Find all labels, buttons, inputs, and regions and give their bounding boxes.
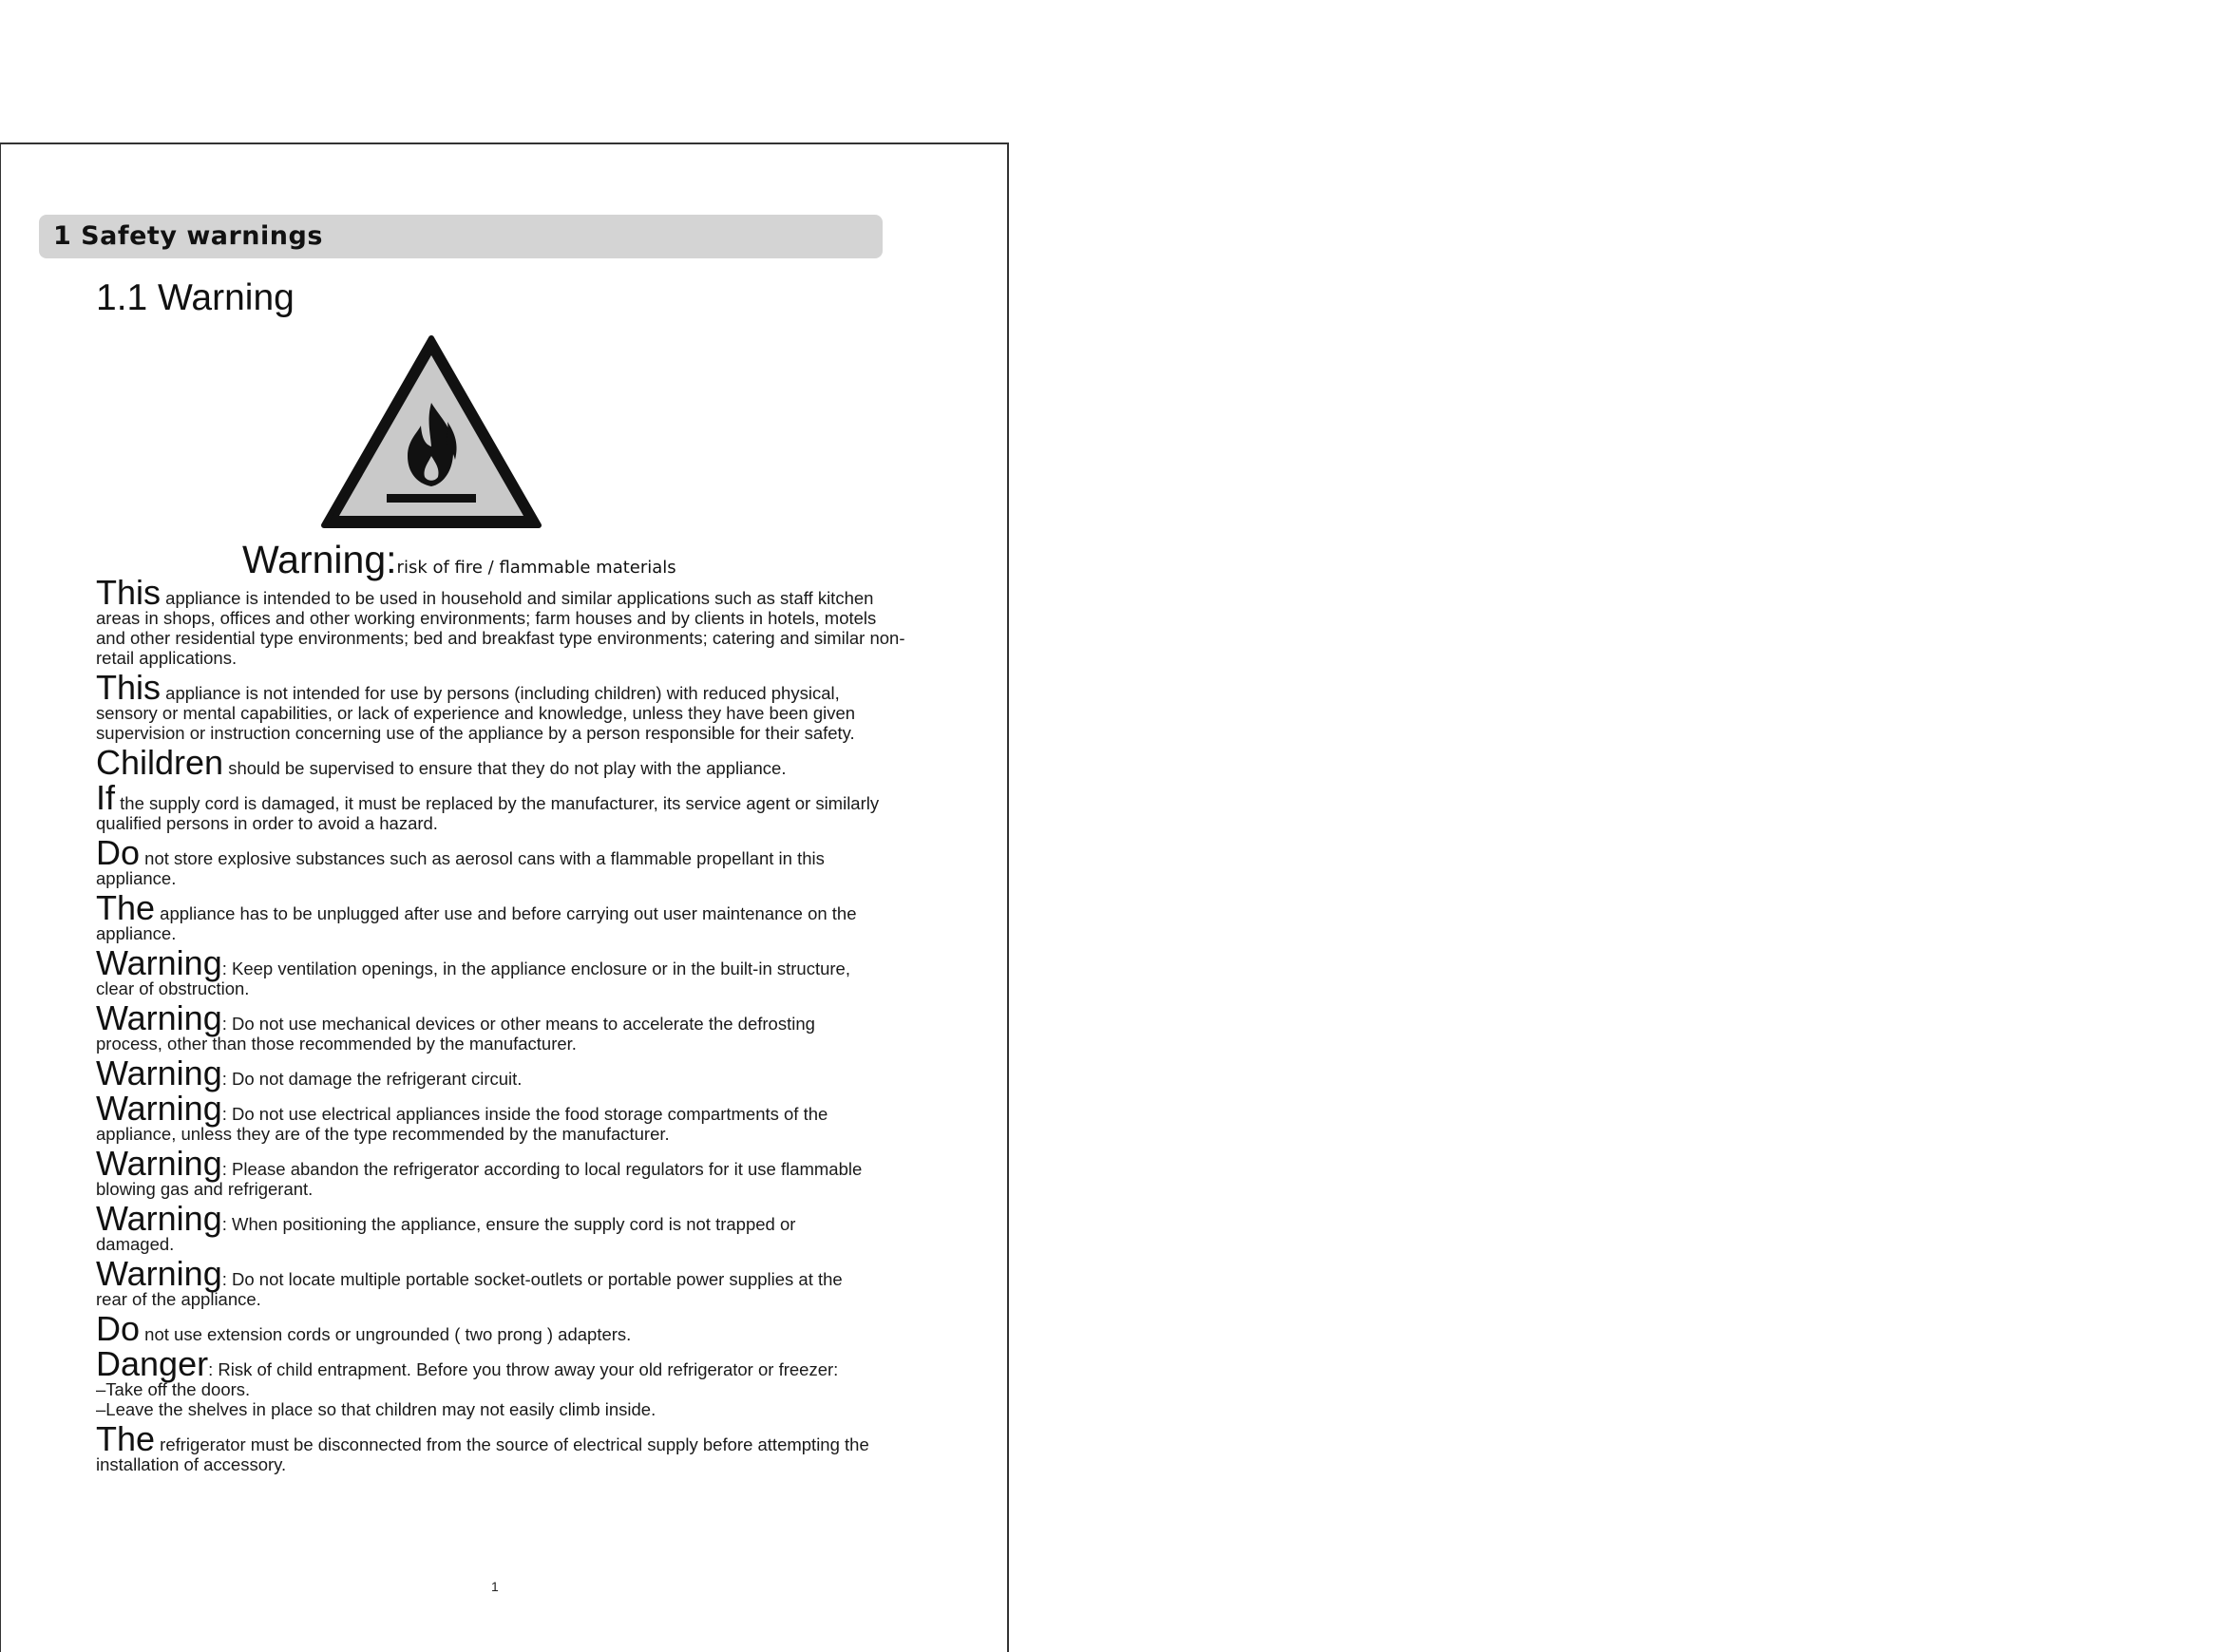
paragraph-line — [96, 668, 923, 707]
paragraph-text: appliance is not intended for use by persons (including children) with reduced physical, — [161, 683, 840, 703]
paragraph-text: not store explosive substances such as aerosol cans with a flammable propellant in this — [140, 848, 825, 868]
paragraph-line: –Leave the shelves in place so that children may not easily climb inside. — [96, 1399, 656, 1419]
safety-paragraph — [96, 833, 923, 888]
paragraph-lead-word: Warning — [96, 943, 222, 982]
safety-paragraph — [96, 1054, 923, 1092]
section-title: 1 Safety warnings — [53, 221, 323, 251]
paragraph-lead-word: Do — [96, 1309, 141, 1348]
safety-paragraph — [96, 1144, 923, 1199]
paragraph-lead-word: Warning — [96, 1054, 222, 1092]
paragraph-line: sensory or mental capabilities, or lack of experience and knowledge, unless they have been given — [96, 703, 856, 723]
paragraph-line: areas in shops, offices and other working environments; farm houses and by clients in hotels, motels — [96, 608, 877, 628]
sign-caption — [242, 538, 676, 582]
safety-paragraph — [96, 943, 923, 998]
paragraph-line — [96, 1089, 923, 1128]
safety-paragraph — [96, 1089, 923, 1144]
paragraph-text: : Do not use electrical appliances inside the food storage compartments of the — [221, 1104, 828, 1124]
paragraph-lead-word: This — [96, 668, 162, 707]
paragraph-lead-word: If — [96, 778, 116, 817]
paragraph-line — [96, 888, 923, 927]
paragraph-line: process, other than those recommended by the manufacturer. — [96, 1034, 577, 1054]
paragraph-text: should be supervised to ensure that they do not play with the appliance. — [223, 758, 787, 778]
paragraph-text: : Please abandon the refrigerator according to local regulators for it use flammable — [221, 1159, 863, 1179]
paragraph-line: appliance. — [96, 868, 177, 888]
paragraph-lead-word: The — [96, 1419, 156, 1458]
paragraph-line: clear of obstruction. — [96, 978, 250, 998]
paragraph-line — [96, 998, 923, 1037]
paragraph-lead-word: Warning — [96, 1144, 222, 1183]
paragraph-line: and other residential type environments; bed and breakfast type environments; catering and similar non- — [96, 628, 905, 648]
paragraph-line: appliance, unless they are of the type recommended by the manufacturer. — [96, 1124, 670, 1144]
paragraph-lead-word: The — [96, 888, 156, 927]
paragraph-line: qualified persons in order to avoid a hazard. — [96, 813, 438, 833]
paragraph-lead-word: Danger — [96, 1344, 209, 1383]
safety-paragraph — [96, 1419, 923, 1474]
paragraph-line — [96, 1199, 923, 1238]
paragraph-line — [96, 1344, 923, 1383]
paragraph-lead-word: Warning — [96, 1199, 222, 1238]
safety-paragraph — [96, 888, 923, 943]
paragraph-lead-word: Warning — [96, 1254, 222, 1293]
paragraph-line — [96, 573, 923, 612]
paragraph-line — [96, 1309, 923, 1348]
paragraph-line — [96, 1144, 923, 1183]
paragraph-line — [96, 1419, 923, 1458]
paragraph-text: : Do not damage the refrigerant circuit. — [221, 1069, 523, 1089]
paragraph-text: the supply cord is damaged, it must be replaced by the manufacturer, its service agent or similarly — [115, 793, 880, 813]
paragraph-line: installation of accessory. — [96, 1454, 287, 1474]
safety-paragraph — [96, 998, 923, 1054]
paragraph-line — [96, 778, 923, 817]
flammable-warning-icon — [320, 334, 542, 530]
safety-paragraph — [96, 1254, 923, 1309]
paragraph-text: : When positioning the appliance, ensure the supply cord is not trapped or — [221, 1214, 796, 1234]
sign-caption-text: risk of fire / flammable materials — [396, 558, 676, 578]
safety-paragraph — [96, 573, 923, 668]
paragraph-line — [96, 943, 923, 982]
paragraph-text: appliance has to be unplugged after use and before carrying out user maintenance on the — [155, 903, 857, 923]
safety-paragraph — [96, 1199, 923, 1254]
safety-paragraph — [96, 743, 923, 782]
paragraph-line — [96, 1054, 923, 1092]
paragraph-text: : Keep ventilation openings, in the appliance enclosure or in the built-in structure, — [221, 959, 850, 978]
paragraph-lead-word: Children — [96, 743, 224, 782]
paragraph-line — [96, 743, 923, 782]
paragraph-line: –Take off the doors. — [96, 1379, 251, 1399]
safety-paragraph — [96, 668, 923, 743]
paragraph-text: : Risk of child entrapment. Before you throw away your old refrigerator or freezer: — [208, 1359, 839, 1379]
paragraph-text: appliance is intended to be used in household and similar applications such as staff kitchen — [161, 588, 874, 608]
page-number: 1 — [491, 1579, 499, 1594]
safety-paragraph — [96, 778, 923, 833]
sign-caption-title: Warning: — [242, 538, 397, 581]
paragraph-text: : Do not locate multiple portable socket-outlets or portable power supplies at the — [221, 1269, 843, 1289]
safety-paragraph — [96, 1344, 923, 1419]
paragraph-text: refrigerator must be disconnected from the source of electrical supply before attempting the — [155, 1434, 869, 1454]
paragraph-text: : Do not use mechanical devices or other means to accelerate the defrosting — [221, 1014, 815, 1034]
paragraph-lead-word: Do — [96, 833, 141, 872]
paragraph-line: rear of the appliance. — [96, 1289, 261, 1309]
paragraph-lead-word: Warning — [96, 998, 222, 1037]
paragraph-lead-word: This — [96, 573, 162, 612]
paragraph-text: not use extension cords or ungrounded ( two prong ) adapters. — [140, 1324, 632, 1344]
paragraph-line: appliance. — [96, 923, 177, 943]
paragraph-line — [96, 1254, 923, 1293]
subsection-title: 1.1 Warning — [96, 277, 295, 318]
paragraph-line: damaged. — [96, 1234, 175, 1254]
section-header-bar — [39, 215, 883, 258]
paragraph-line: supervision or instruction concerning use of the appliance by a person responsible for their safety. — [96, 723, 855, 743]
safety-instructions — [96, 573, 923, 1484]
paragraph-line — [96, 833, 923, 872]
paragraph-lead-word: Warning — [96, 1089, 222, 1128]
paragraph-line: blowing gas and refrigerant. — [96, 1179, 314, 1199]
safety-paragraph — [96, 1309, 923, 1348]
paragraph-line: retail applications. — [96, 648, 238, 668]
manual-page — [0, 142, 1009, 1652]
